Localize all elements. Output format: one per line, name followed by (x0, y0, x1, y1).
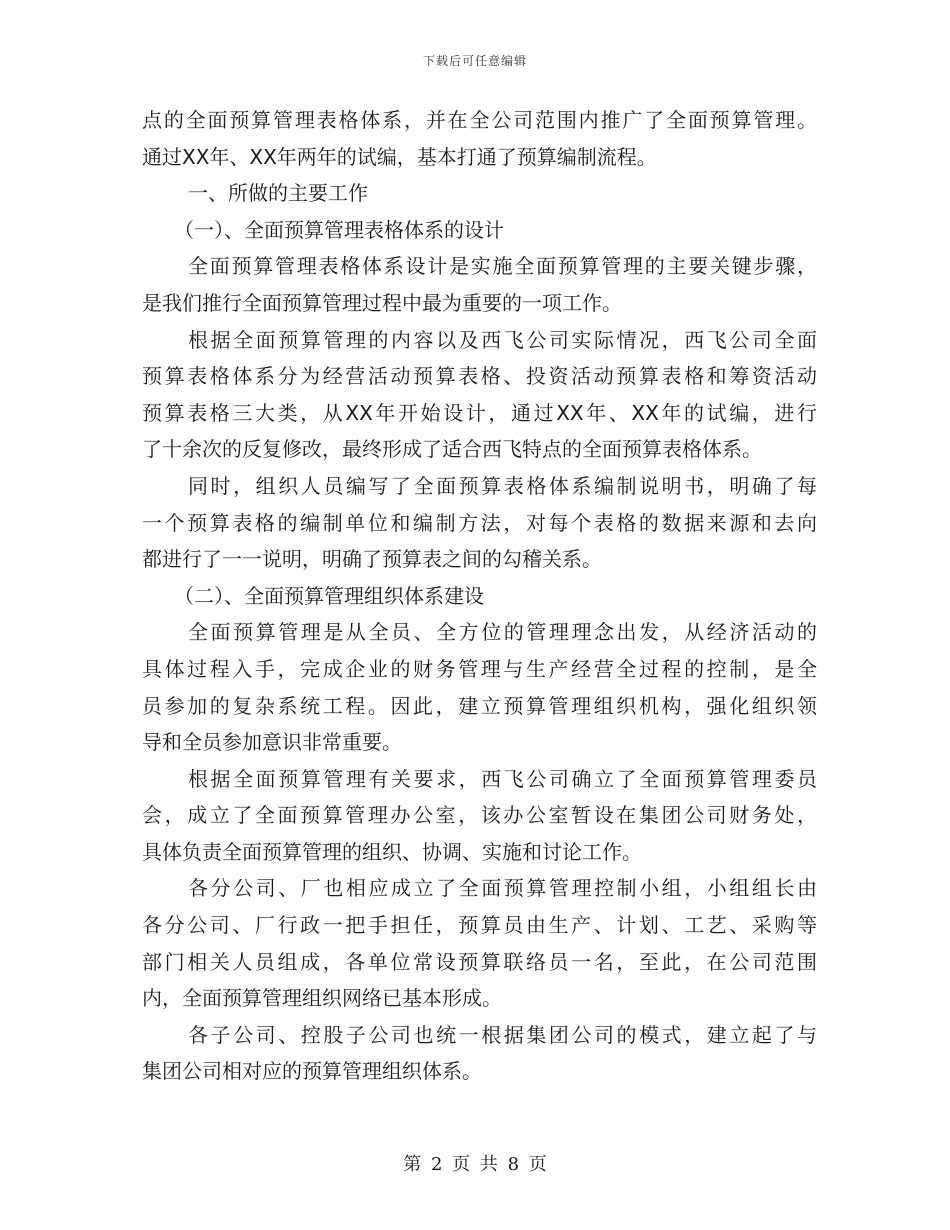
paragraph-line: 根据全面预算管理有关要求，西飞公司确立了全面预算管理委员 (188, 766, 817, 791)
paragraph-line: 都进行了一一说明，明确了预算表之间的勾稽关系。 (142, 547, 602, 572)
paragraph-line: 预算表格体系分为经营活动预算表格、投资活动预算表格和筹资活动 (142, 364, 817, 389)
subsection-heading: （一）、全面预算管理表格体系的设计 (174, 217, 504, 242)
paragraph-line: 是我们推行全面预算管理过程中最为重要的一项工作。 (142, 290, 622, 315)
page-header-note: 下载后可任意编辑 (422, 54, 527, 68)
section-heading: 一、所做的主要工作 (188, 181, 368, 206)
paragraph-line: 员参加的复杂系统工程。因此，建立预算管理组织机构，强化组织领 (142, 693, 817, 718)
paragraph-line: 根据全面预算管理的内容以及西飞公司实际情况，西飞公司全面 (188, 327, 817, 352)
paragraph-line: 会，成立了全面预算管理办公室，该办公室暂设在集团公司财务处， (142, 803, 817, 828)
paragraph-line: 一个预算表格的编制单位和编制方法，对每个表格的数据来源和去向 (142, 510, 817, 535)
subsection-heading: （二）、全面预算管理组织体系建设 (174, 583, 484, 608)
paragraph-line: 具体过程入手，完成企业的财务管理与生产经营全过程的控制，是全 (142, 656, 817, 681)
paragraph-line: 全面预算管理是从全员、全方位的管理理念出发，从经济活动的 (188, 620, 817, 645)
paragraph-line: 各分公司、厂行政一把手担任，预算员由生产、计划、工艺、采购等 (142, 913, 817, 938)
paragraph-line: 通过XX年、XX年两年的试编，基本打通了预算编制流程。 (142, 144, 657, 169)
paragraph-line: 部门相关人员组成，各单位常设预算联络员一名，至此，在公司范围 (142, 949, 817, 974)
paragraph-line: 导和全员参加意识非常重要。 (142, 730, 402, 755)
paragraph-line: 预算表格三大类，从XX年开始设计，通过XX年、XX年的试编，进行 (142, 400, 817, 425)
paragraph-line: 各分公司、厂也相应成立了全面预算管理控制小组，小组组长由 (188, 876, 817, 901)
paragraph-line: 集团公司相对应的预算管理组织体系。 (142, 1059, 482, 1084)
paragraph-line: 全面预算管理表格体系设计是实施全面预算管理的主要关键步骤， (188, 254, 817, 279)
paragraph-line: 内，全面预算管理组织网络已基本形成。 (142, 986, 502, 1011)
paragraph-line: 点的全面预算管理表格体系，并在全公司范围内推广了全面预算管理。 (142, 108, 817, 132)
document-body (142, 102, 817, 1090)
paragraph-line: 了十余次的反复修改，最终形成了适合西飞特点的全面预算表格体系。 (142, 437, 762, 462)
paragraph-line: 各子公司、控股子公司也统一根据集团公司的模式，建立起了与 (188, 1022, 817, 1047)
paragraph-line: 具体负责全面预算管理的组织、协调、实施和讨论工作。 (142, 839, 642, 864)
paragraph-line: 同时，组织人员编写了全面预算表格体系编制说明书，明确了每 (188, 473, 817, 498)
page-number-footer: 第 2 页 共 8 页 (403, 1154, 547, 1175)
